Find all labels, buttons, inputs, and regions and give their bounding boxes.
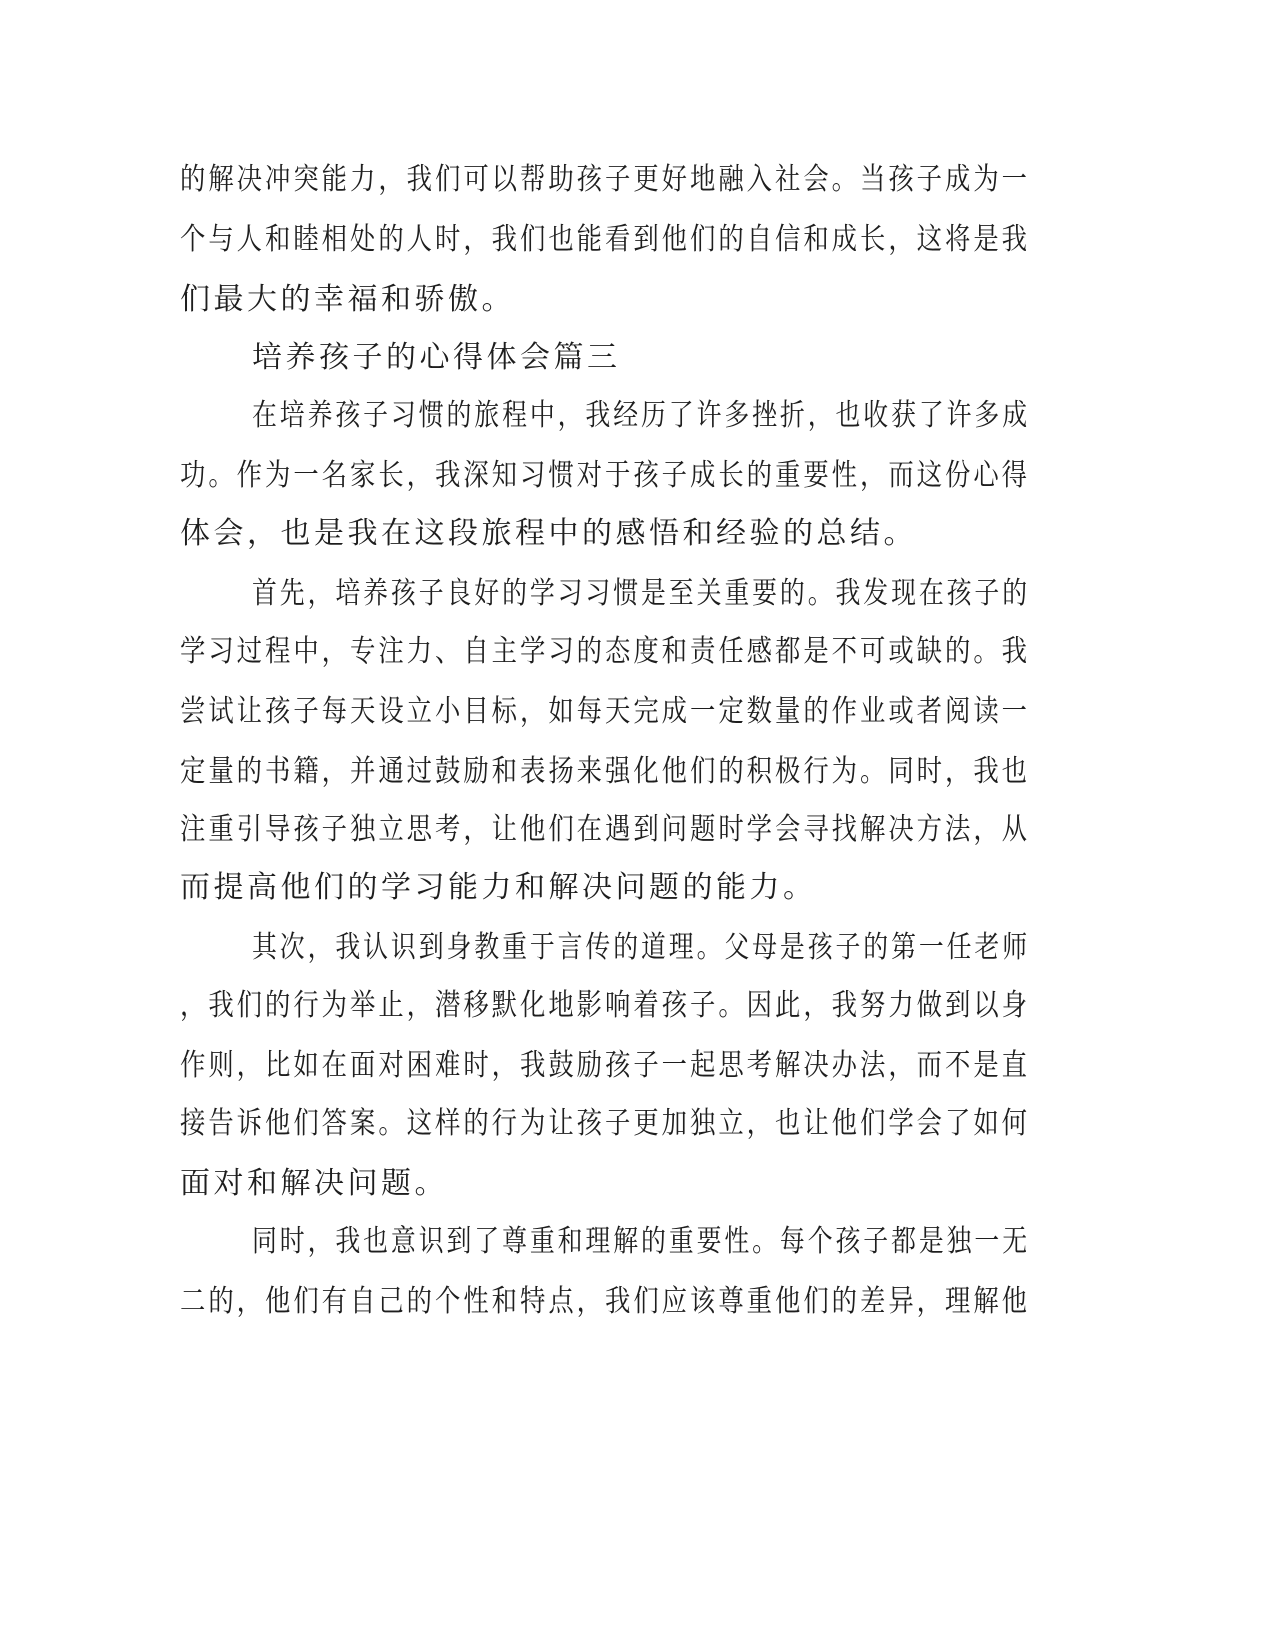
text-line: 个与人和睦相处的人时，我们也能看到他们的自信和成长，这将是我 bbox=[180, 222, 1030, 257]
text-line: ，我们的行为举止，潜移默化地影响着孩子。因此，我努力做到以身 bbox=[180, 988, 1030, 1023]
text-line: 体会，也是我在这段旅程中的感悟和经验的总结。 bbox=[180, 516, 917, 551]
text-line: 功。作为一名家长，我深知习惯对于孩子成长的重要性，而这份心得 bbox=[180, 458, 1030, 493]
text-line: 在培养孩子习惯的旅程中，我经历了许多挫折，也收获了许多成 bbox=[252, 398, 1030, 433]
text-line: 作则，比如在面对困难时，我鼓励孩子一起思考解决办法，而不是直 bbox=[180, 1048, 1030, 1083]
text-line: 尝试让孩子每天设立小目标，如每天完成一定数量的作业或者阅读一 bbox=[180, 694, 1030, 729]
text-line: 们最大的幸福和骄傲。 bbox=[180, 282, 515, 317]
text-line: 首先，培养孩子良好的学习习惯是至关重要的。我发现在孩子的 bbox=[252, 576, 1030, 611]
section-heading: 培养孩子的心得体会篇三 bbox=[252, 340, 621, 375]
text-line: 的解决冲突能力，我们可以帮助孩子更好地融入社会。当孩子成为一 bbox=[180, 162, 1030, 197]
text-line: 学习过程中，专注力、自主学习的态度和责任感都是不可或缺的。我 bbox=[180, 634, 1030, 669]
text-line: 面对和解决问题。 bbox=[180, 1166, 448, 1201]
text-line: 同时，我也意识到了尊重和理解的重要性。每个孩子都是独一无 bbox=[252, 1224, 1030, 1259]
text-line: 定量的书籍，并通过鼓励和表扬来强化他们的积极行为。同时，我也 bbox=[180, 754, 1030, 789]
text-line: 其次，我认识到身教重于言传的道理。父母是孩子的第一任老师 bbox=[252, 930, 1030, 965]
text-line: 接告诉他们答案。这样的行为让孩子更加独立，也让他们学会了如何 bbox=[180, 1106, 1030, 1141]
text-line: 注重引导孩子独立思考，让他们在遇到问题时学会寻找解决方法，从 bbox=[180, 812, 1030, 847]
text-line: 二的，他们有自己的个性和特点，我们应该尊重他们的差异，理解他 bbox=[180, 1284, 1030, 1319]
text-line: 而提高他们的学习能力和解决问题的能力。 bbox=[180, 870, 817, 905]
